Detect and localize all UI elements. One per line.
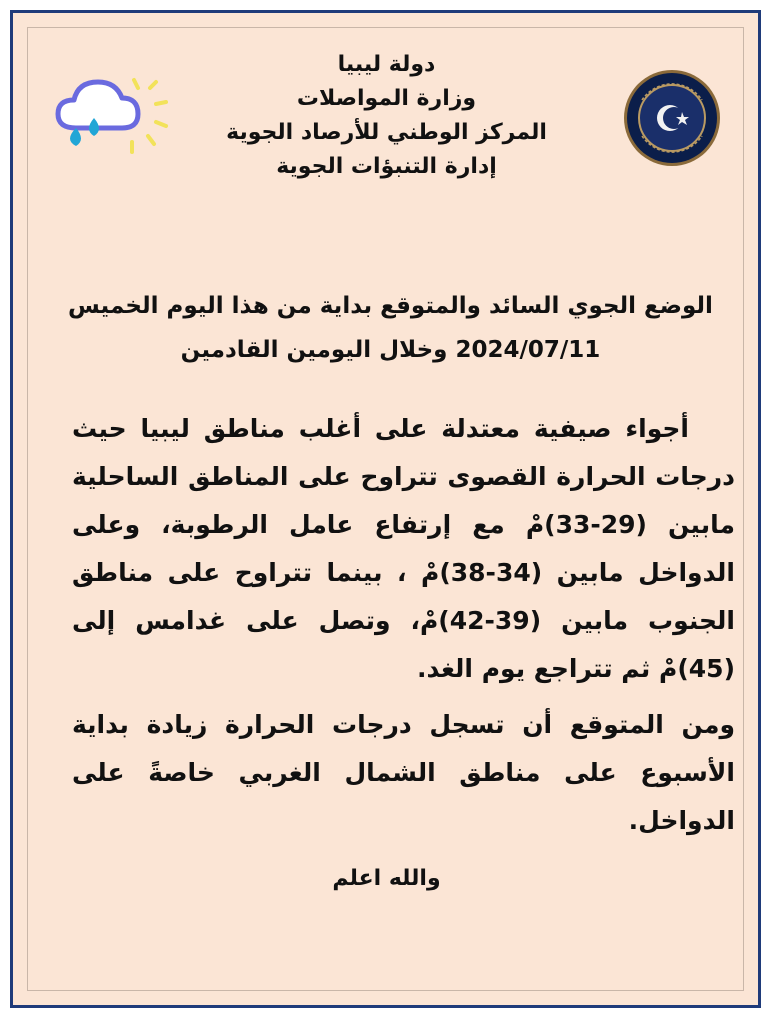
cloud-rain-sun-icon xyxy=(46,70,176,160)
closing-phrase: والله اعلم xyxy=(332,866,441,891)
forecast-paragraph-1: أجواء صيفية معتدلة على أغلب مناطق ليبيا حيث درجات الحرارة القصوى تتراوح على المناطق الساحلية مابين (29-33)مْ مع إرتفاع عامل الرطوبة، وعلى الدواخل مابين (34-38)مْ ، بينما تتراوح على مناطق الجنوب مابين (39-42)مْ، وتصل على غدامس إلى (45)مْ ثم تتراجع يوم الغد. xyxy=(72,414,735,683)
department-name: إدارة التنبؤات الجوية xyxy=(276,154,497,179)
forecast-body xyxy=(72,405,735,845)
headline-line-1: الوضع الجوي السائد والمتوقع بداية من هذا اليوم الخميس xyxy=(68,293,713,319)
forecast-headline xyxy=(60,284,721,372)
ministry-name: وزارة المواصلات xyxy=(296,86,477,111)
forecast-paragraph-2: ومن المتوقع أن تسجل درجات الحرارة زيادة بداية الأسبوع على مناطق الشمال الغربي خاصةً على الدواخل. xyxy=(72,710,735,835)
center-name: المركز الوطني للأرصاد الجوية xyxy=(226,120,547,145)
country-name: دولة ليبيا xyxy=(337,52,436,77)
headline-line-2: 2024/07/11 وخلال اليومين القادمين xyxy=(180,337,601,363)
libya-ministry-seal-icon xyxy=(622,68,722,168)
